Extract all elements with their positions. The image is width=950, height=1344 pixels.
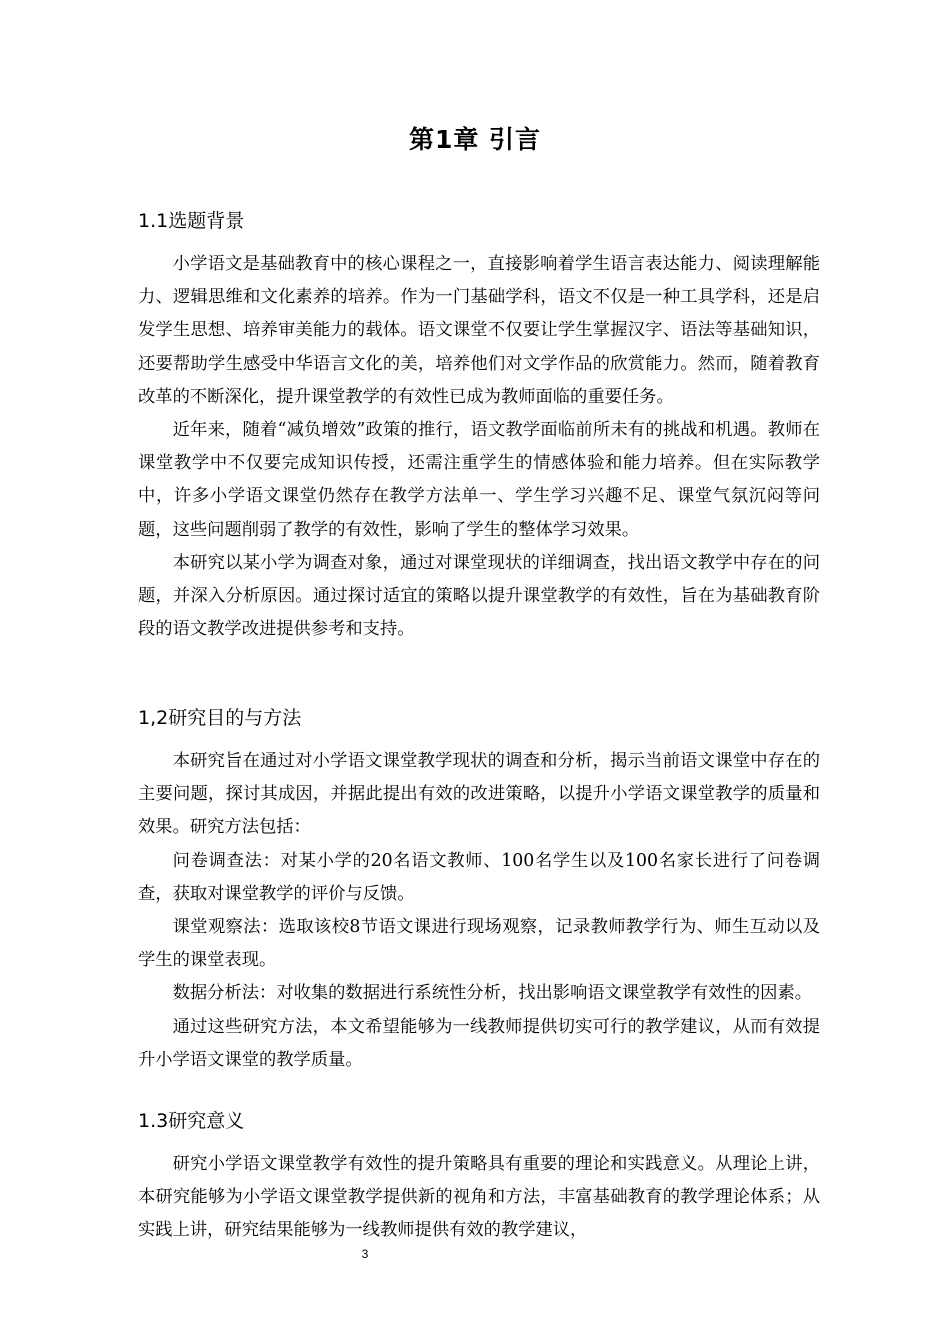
paragraph: 小学语文是基础教育中的核心课程之一，直接影响着学生语言表达能力、阅读理解能力、逻辑思维和文化素养的培养。作为一门基础学科，语文不仅是一种工具学科，还是启发学生思想、培养审美能力的载体。语文课堂不仅要让学生掌握汉字、语法等基础知识，还要帮助学生感受中华语言文化的美，培养他们对文学作品的欣赏能力。然而，随着教育改革的不断深化，提升课堂教学的有效性已成为教师面临的重要任务。 (138, 254, 820, 407)
section-heading-1-1: 1.1选题背景 (138, 210, 245, 232)
page-number: 3 (361, 1247, 369, 1261)
chapter-title: 第1章 引言 (408, 125, 542, 154)
section-heading-1-3: 1.3研究意义 (138, 1110, 245, 1132)
section-body-1-2 (138, 745, 820, 1077)
paragraph: 课堂观察法：选取该校8节语文课进行现场观察，记录教师教学行为、师生互动以及学生的课堂表现。 (138, 917, 820, 971)
paragraph: 近年来，随着“减负增效”政策的推行，语文教学面临前所未有的挑战和机遇。教师在课堂教学中不仅要完成知识传授，还需注重学生的情感体验和能力培养。但在实际教学中，许多小学语文课堂仍然存在教学方法单一、学生学习兴趣不足、课堂气氛沉闷等问题，这些问题削弱了教学的有效性，影响了学生的整体学习效果。 (138, 420, 820, 540)
section-heading-1-2: 1,2研究目的与方法 (138, 707, 302, 729)
section-body-1-1 (138, 248, 820, 646)
paragraph: 问卷调查法：对某小学的20名语文教师、100名学生以及100名家长进行了问卷调查，获取对课堂教学的评价与反馈。 (138, 850, 820, 904)
paragraph: 本研究以某小学为调查对象，通过对课堂现状的详细调查，找出语文教学中存在的问题，并深入分析原因。通过探讨适宜的策略以提升课堂教学的有效性，旨在为基础教育阶段的语文教学改进提供参考和支持。 (138, 552, 820, 640)
section-body-1-3 (138, 1148, 820, 1248)
paragraph: 数据分析法：对收集的数据进行系统性分析，找出影响语文课堂教学有效性的因素。 (172, 983, 813, 1004)
paragraph: 本研究旨在通过对小学语文课堂教学现状的调查和分析，揭示当前语文课堂中存在的主要问题，探讨其成因，并据此提出有效的改进策略，以提升小学语文课堂教学的质量和效果。研究方法包括： (138, 751, 820, 838)
paragraph: 研究小学语文课堂教学有效性的提升策略具有重要的理论和实践意义。从理论上讲，本研究能够为小学语文课堂教学提供新的视角和方法，丰富基础教育的教学理论体系；从实践上讲，研究结果能够为一线教师提供有效的教学建议， (138, 1154, 820, 1241)
paragraph: 通过这些研究方法，本文希望能够为一线教师提供切实可行的教学建议，从而有效提升小学语文课堂的教学质量。 (138, 1016, 820, 1070)
